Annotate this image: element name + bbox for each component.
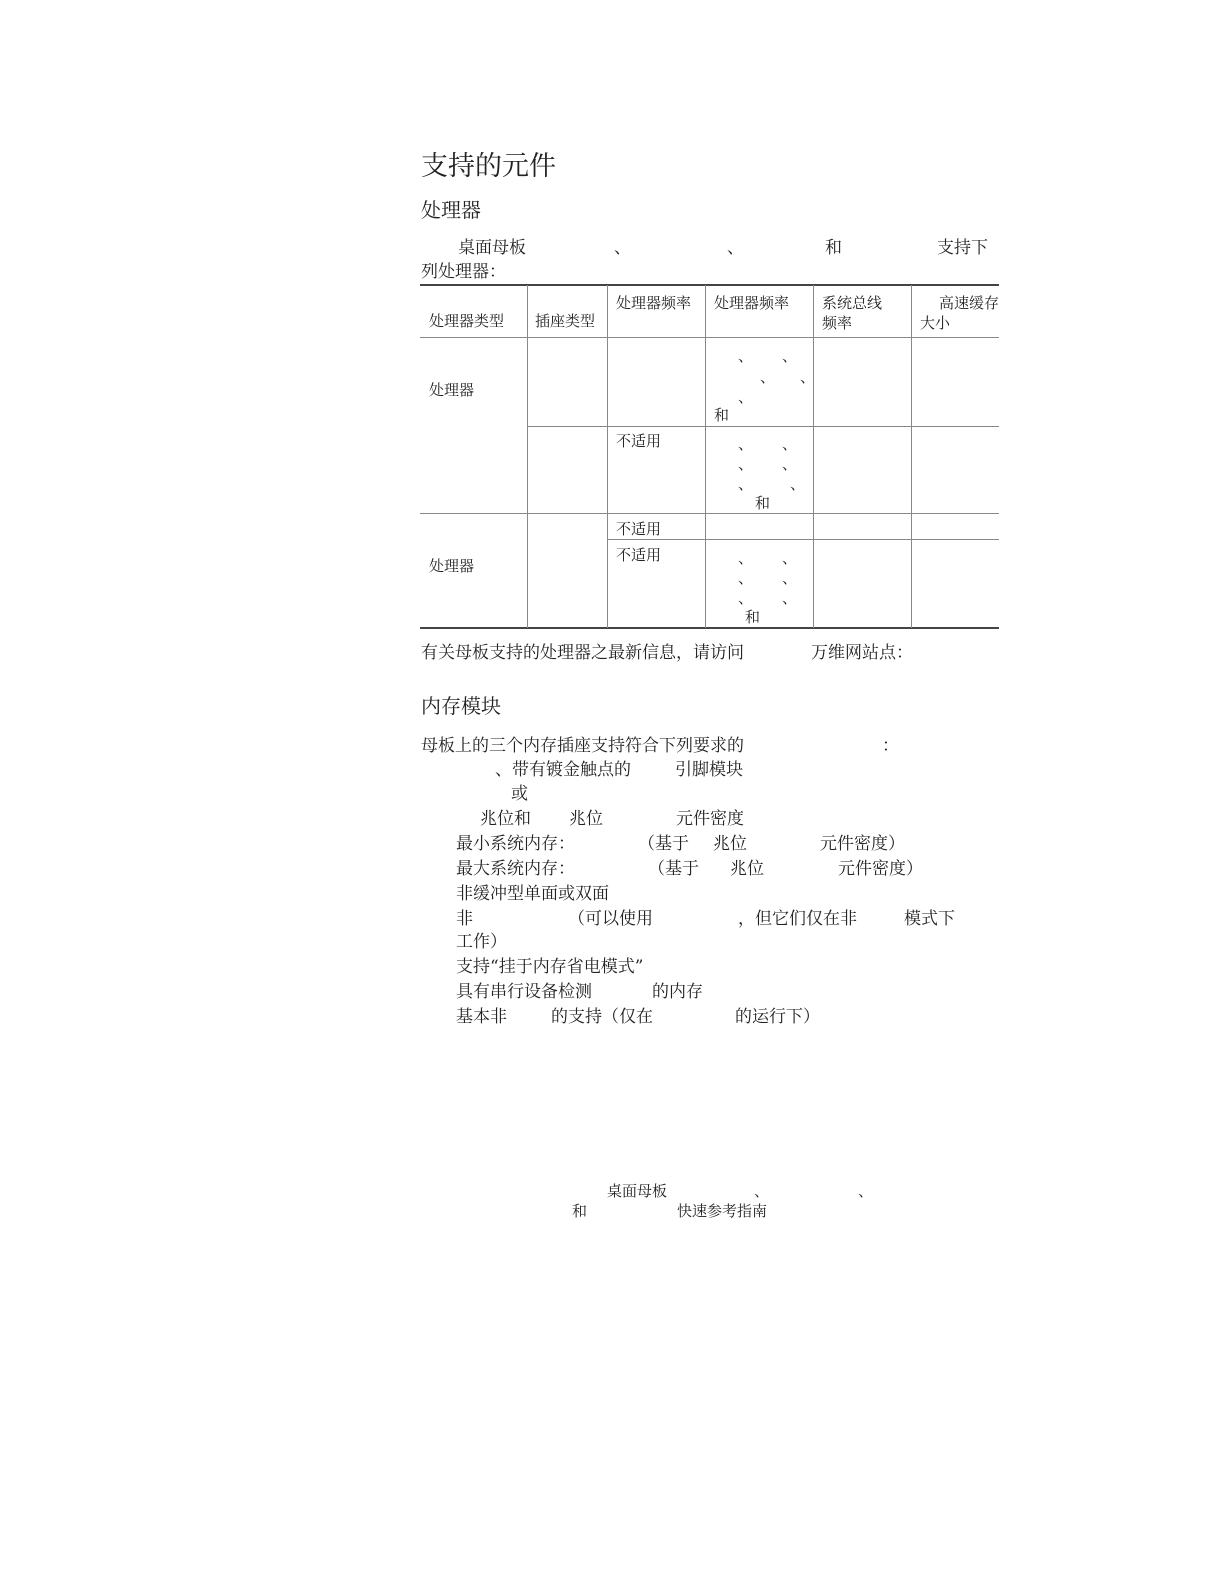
memory-text: 非 <box>456 909 473 929</box>
memory-text: 具有串行设备检测 <box>456 982 592 1002</box>
cell-freq-separator: 、 <box>790 475 806 493</box>
header-cache-size: 高速缓存 <box>939 294 1000 312</box>
memory-text: 最小系统内存： <box>456 834 575 854</box>
header-bus-freq: 系统总线 <box>822 294 883 312</box>
memory-text: （可以使用 <box>568 909 653 929</box>
cell-freq-separator: 、 <box>782 549 798 567</box>
section-title: 支持的元件 <box>421 151 556 182</box>
cell-freq-separator: 、 <box>738 435 754 453</box>
cell-freq-separator: 、 <box>760 368 776 386</box>
table-rule <box>607 539 999 540</box>
memory-text: 的支持（仅在 <box>551 1007 653 1027</box>
cell-freq-separator: 、 <box>738 347 754 365</box>
header-cache-size: 大小 <box>920 314 951 332</box>
footer-guide-title: 快速参考指南 <box>677 1202 768 1220</box>
memory-text: 母板上的三个内存插座支持符合下列要求的 <box>421 736 744 756</box>
memory-text: 工作） <box>456 932 507 952</box>
table-rule <box>420 284 999 286</box>
intro-sep: 、 <box>727 238 744 258</box>
cell-freq-separator: 、 <box>782 589 798 607</box>
after-table-text: 有关母板支持的处理器之最新信息，请访问 <box>421 643 744 663</box>
memory-text: ，但它们仅在非 <box>738 909 857 929</box>
memory-text: 元件密度 <box>676 809 744 829</box>
intro-text: 列处理器： <box>421 262 506 282</box>
intro-text: 桌面母板 <box>458 238 526 258</box>
memory-text: 基本非 <box>456 1007 507 1027</box>
processor-heading: 处理器 <box>421 198 481 222</box>
cell-freq-separator: 、 <box>782 455 798 473</box>
memory-text: 元件密度） <box>838 859 923 879</box>
table-col-rule <box>607 285 608 628</box>
memory-text: 最大系统内存： <box>456 859 575 879</box>
memory-text: 或 <box>511 784 528 804</box>
footer-sep: 、 <box>754 1182 770 1200</box>
cell-not-applicable: 不适用 <box>616 432 662 450</box>
header-bus-freq: 频率 <box>822 314 853 332</box>
memory-text: 元件密度） <box>820 834 905 854</box>
memory-text: 兆位 <box>569 809 603 829</box>
cell-freq-separator: 、 <box>738 388 754 406</box>
cell-freq-separator: 、 <box>738 569 754 587</box>
memory-text: 引脚模块 <box>675 760 743 780</box>
table-rule <box>420 513 999 514</box>
cell-freq-separator: 、 <box>738 589 754 607</box>
memory-text: ： <box>882 736 899 756</box>
cell-freq-and: 和 <box>755 494 771 512</box>
table-col-rule <box>911 285 912 628</box>
memory-text: 兆位 <box>730 859 764 879</box>
table-rule <box>527 426 999 427</box>
cell-freq-separator: 、 <box>738 475 754 493</box>
memory-text: 的内存 <box>652 982 703 1002</box>
cell-freq-and: 和 <box>745 608 761 626</box>
memory-text: （基于 <box>648 859 699 879</box>
cell-freq-and: 和 <box>714 406 730 424</box>
table-col-rule <box>813 285 814 628</box>
memory-text: 、带有镀金触点的 <box>495 760 631 780</box>
cell-freq-separator: 、 <box>738 549 754 567</box>
cell-freq-separator: 、 <box>800 368 816 386</box>
intro-text: 支持下 <box>937 238 988 258</box>
cell-freq-separator: 、 <box>738 455 754 473</box>
cell-freq-separator: 、 <box>782 435 798 453</box>
table-col-rule <box>527 285 528 628</box>
memory-heading: 内存模块 <box>421 694 501 718</box>
memory-text: 兆位和 <box>480 809 531 829</box>
memory-text: 的运行下） <box>735 1007 820 1027</box>
cell-not-applicable: 不适用 <box>616 546 662 564</box>
cell-processor-type: 处理器 <box>429 557 475 575</box>
header-socket-type: 插座类型 <box>535 312 596 330</box>
memory-text: 支持“挂于内存省电模式” <box>456 957 644 977</box>
header-processor-freq: 处理器频率 <box>616 294 692 312</box>
cell-processor-type: 处理器 <box>429 381 475 399</box>
cell-freq-separator: 、 <box>782 347 798 365</box>
footer-and: 和 <box>572 1202 588 1220</box>
cell-freq-separator: 、 <box>782 569 798 587</box>
header-processor-freq: 处理器频率 <box>714 294 790 312</box>
memory-text: 模式下 <box>904 909 955 929</box>
footer-text: 桌面母板 <box>607 1182 668 1200</box>
memory-text: 兆位 <box>713 834 747 854</box>
intro-sep: 、 <box>614 238 631 258</box>
header-processor-type: 处理器类型 <box>429 312 505 330</box>
footer-sep: 、 <box>858 1182 874 1200</box>
table-col-rule <box>705 285 706 628</box>
memory-text: （基于 <box>638 834 689 854</box>
table-rule <box>420 337 999 338</box>
intro-and: 和 <box>825 238 842 258</box>
table-rule <box>420 627 999 629</box>
memory-text: 非缓冲型单面或双面 <box>456 884 609 904</box>
website-label: 万维网站点： <box>811 643 913 663</box>
cell-not-applicable: 不适用 <box>616 520 662 538</box>
